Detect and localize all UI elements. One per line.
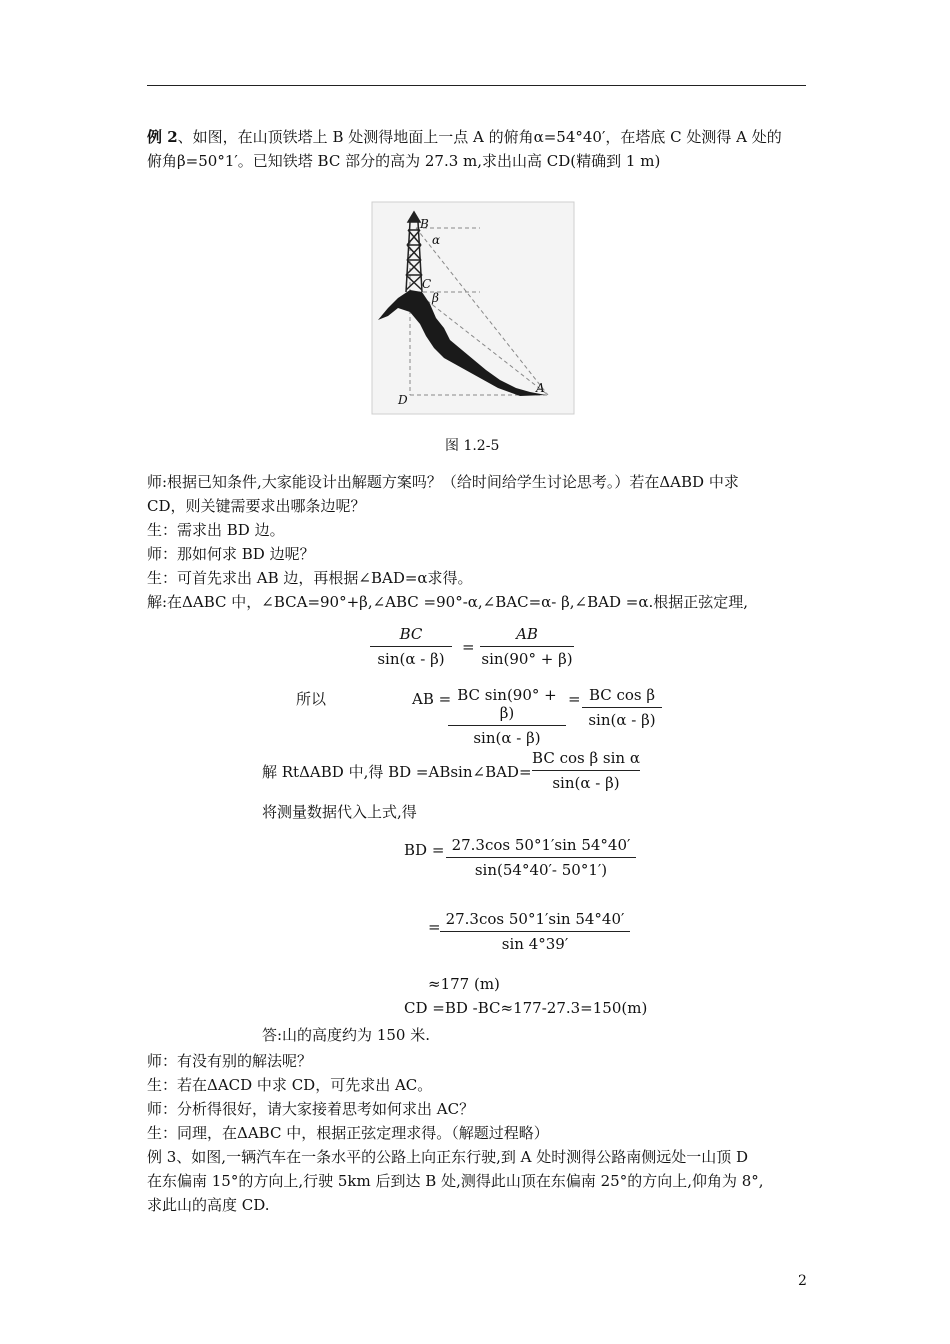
label-beta: β (432, 291, 439, 305)
triangle-symbol: Δ (659, 473, 671, 491)
so-label: 所以 (296, 690, 327, 708)
fraction-numerator: BC sin(90° + β) (457, 686, 557, 722)
student-a3: 生：若在ΔACD 中求 CD，可先求出 AC。 (147, 1076, 433, 1094)
fraction-numerator: 27.3cos 50°1′sin 54°40′ (451, 836, 631, 854)
student-a4: 生：同理，在ΔABC 中，根据正弦定理求得。（解题过程略） (147, 1124, 549, 1142)
fraction-denominator: sin(54°40′- 50°1′) (474, 861, 608, 879)
example2-problem (147, 125, 809, 173)
label-b: B (420, 217, 429, 231)
student-a1: 生：需求出 BD 边。 (147, 521, 285, 539)
bd-lhs: BD = (404, 841, 445, 859)
fraction-denominator: sin(α - β) (552, 774, 620, 792)
figure-caption: 图 1.2-5 (445, 438, 500, 454)
example2-line1: 、如图，在山顶铁塔上 B 处测得地面上一点 A 的俯角α=54°40′，在塔底 C 处测得 A 处的 (177, 128, 782, 146)
header-rule (147, 85, 806, 86)
teacher-q3: 师：有没有别的解法呢？ (147, 1052, 313, 1070)
equals-sign: = (462, 638, 475, 656)
example2-line2: 俯角β=50°1′。已知铁塔 BC 部分的高为 27.3 m,求出山高 CD(精确到 1 m) (147, 152, 661, 170)
fraction-ab-simplified (582, 686, 662, 729)
fraction-denominator: sin(90° + β) (481, 650, 573, 668)
example3-line2: 在东偏南 15°的方向上,行驶 5km 后到达 B 处,测得此山顶在东偏南 25°的方向上,仰角为 8°, (147, 1172, 764, 1190)
dialogue2-block (147, 1049, 809, 1217)
fraction-numerator: AB (516, 625, 538, 643)
fraction-ab-over-sin (480, 625, 574, 668)
example3-line3: 求此山的高度 CD. (147, 1196, 270, 1214)
fraction-denominator: sin(α - β) (473, 729, 541, 747)
student-a2: 生：可首先求出 AB 边，再根据∠BAD=α求得。 (147, 569, 473, 587)
teacher-q1-tail: ABD 中求 (670, 473, 739, 491)
label-c: C (422, 277, 432, 291)
equals-sign: = (428, 918, 441, 936)
label-alpha: α (432, 233, 441, 247)
fraction-denominator: sin(α - β) (588, 711, 656, 729)
fraction-denominator: sin(α - β) (377, 650, 445, 668)
example2-label: 例 2 (147, 128, 178, 146)
dialogue-block (147, 470, 809, 614)
fraction-bd-expr (532, 749, 640, 792)
fraction-numerator: BC cos β (588, 686, 656, 704)
figure-drawing (370, 200, 576, 416)
ab-lhs: AB = (412, 690, 452, 708)
page-number: 2 (798, 1273, 807, 1289)
teacher-q4: 师：分析得很好，请大家接着思考如何求出 AC？ (147, 1100, 475, 1118)
cd-result: CD =BD -BC≈177-27.3=150(m) (404, 999, 648, 1017)
fraction-denominator: sin 4°39′ (501, 935, 569, 953)
fraction-numerator: BC cos β sin α (532, 749, 640, 767)
label-a: A (536, 381, 545, 395)
fraction-numerator: BC (399, 625, 423, 643)
label-d: D (398, 393, 408, 407)
mountain-tower-figure (370, 200, 576, 416)
approx-result: ≈177 (m) (428, 975, 500, 993)
substitute-text: 将测量数据代入上式,得 (262, 803, 417, 821)
teacher-q2: 师：那如何求 BD 边呢？ (147, 545, 315, 563)
teacher-q1-cont: CD，则关键需要求出哪条边呢？ (147, 497, 366, 515)
example3-line1: 例 3、如图,一辆汽车在一条水平的公路上向正东行驶,到 A 处时测得公路南侧远处一山顶 D (147, 1148, 749, 1166)
teacher-q1: 师:根据已知条件,大家能设计出解题方案吗？（给时间给学生讨论思考。）若在 (147, 473, 660, 491)
fraction-bc-over-sin (370, 625, 452, 668)
fraction-bd-reduced (440, 910, 630, 953)
rt-triangle-text: 解 RtΔABD 中,得 BD =ABsin∠BAD= (262, 763, 532, 781)
solution-line1: 解:在ΔABC 中，∠BCA=90°+β,∠ABC =90°-α,∠BAC=α- β,∠BAD =α.根据正弦定理, (147, 593, 749, 611)
answer-text: 答:山的高度约为 150 米. (262, 1026, 430, 1044)
fraction-ab-expr (448, 686, 566, 747)
fraction-bd-numeric (446, 836, 636, 879)
fraction-numerator: 27.3cos 50°1′sin 54°40′ (445, 910, 625, 928)
equals-sign: = (568, 690, 581, 708)
